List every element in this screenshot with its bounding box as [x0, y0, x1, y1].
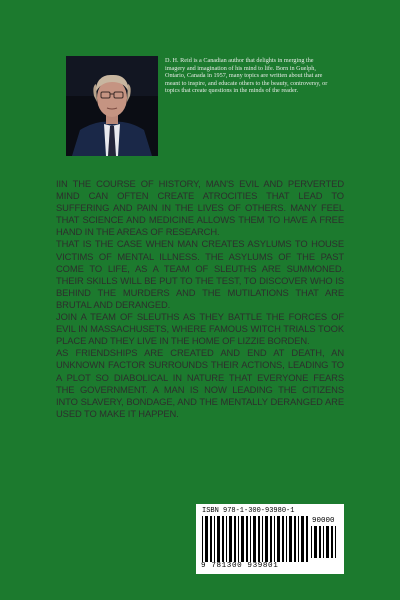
barcode-digits: 9 781300 939801: [201, 562, 279, 570]
barcode-bar: [301, 516, 304, 562]
barcode-bar: [294, 516, 296, 562]
barcode-bar: [277, 516, 280, 562]
barcode-bar: [331, 526, 333, 558]
barcode-bar: [253, 516, 256, 562]
author-portrait-image: [66, 56, 158, 156]
price-code: 90000: [312, 517, 335, 525]
barcode-bar: [234, 516, 236, 562]
barcode-bar: [262, 516, 263, 562]
barcode-bar: [270, 516, 272, 562]
back-cover-blurb: [56, 178, 344, 420]
barcode-bar: [265, 516, 268, 562]
blurb-paragraph: JOIN A TEAM OF SLEUTHS AS THEY BATTLE THE FORCES OF EVIL IN MASSACHUSETS, WHERE FAMOUS WITCH TRIALS TOOK PLACE AND THEY LIVE IN THE HOME OF LIZZIE BORDEN.: [56, 311, 344, 347]
barcode-bar: [286, 516, 287, 562]
barcode-bar: [217, 516, 220, 562]
barcode-bar: [250, 516, 251, 562]
barcode-bar: [311, 526, 312, 558]
price-barcode-bars: [311, 526, 337, 558]
barcode-bar: [274, 516, 275, 562]
barcode-bar: [210, 516, 212, 562]
blurb-paragraph: AS FRIENDSHIPS ARE CREATED AND END AT DEATH, AN UNKNOWN FACTOR SURROUNDS THEIR ACTIONS, LEADING TO A PLOT SO DIABOLICAL IN NATURE THAT EVERYONE FEARS THE GOVERNMENT. A MAN IS NOW LEADING THE CITIZENS INTO SLAVERY, BONDAGE, AND THE MENTALLY DERANGED ARE USED TO MAKE IT HAPPEN.: [56, 347, 344, 419]
barcode-bar: [323, 526, 324, 558]
author-photo: [66, 56, 158, 156]
barcode-bar: [205, 516, 208, 562]
blurb-paragraph: THAT IS THE CASE WHEN MAN CREATES ASYLUMS TO HOUSE VICTIMS OF MENTAL ILLNESS. THE ASYLUMS OF THE PAST COME TO LIFE, AS A TEAM OF SLEUTHS ARE SUMMONED. THEIR SKILLS WILL BE PUT TO THE TEST, TO DISCOVER WHO IS BEHIND THE MURDERS AND THE MUTILATIONS THAT ARE BRUTAL AND DERANGED.: [56, 238, 344, 310]
barcode-bar: [319, 526, 321, 558]
author-bio: D. H. Reid is a Canadian author that delights in merging the imagery and imagination of his mind to life. Born in Guelph, Ontario, Canada in 1957, many topics are written about that are meant to inspire, and educate others to the beauty, controversy, or topics that create questions in the minds of the reader.: [165, 57, 328, 95]
barcode-bar: [246, 516, 248, 562]
barcode-bar: [298, 516, 299, 562]
barcode-bar: [229, 516, 232, 562]
barcode-bar: [335, 526, 336, 558]
barcode-bar: [226, 516, 227, 562]
barcode-bar: [238, 516, 239, 562]
isbn-barcode: [196, 504, 344, 574]
barcode-bar: [282, 516, 284, 562]
barcode-bar: [289, 516, 292, 562]
barcode-bar: [306, 516, 308, 562]
barcode-bar: [214, 516, 215, 562]
barcode-bar: [202, 516, 203, 562]
barcode-bar: [314, 526, 317, 558]
barcode-bar: [222, 516, 224, 562]
barcode-bars: [202, 516, 310, 562]
barcode-bar: [258, 516, 260, 562]
isbn-label: ISBN 978-1-300-93980-1: [202, 507, 295, 515]
blurb-paragraph: IIN THE COURSE OF HISTORY, MAN'S EVIL AND PERVERTED MIND CAN OFTEN CREATE ATROCITIES THAT LEAD TO SUFFERING AND PAIN IN THE LIVES OF OTHERS. MANY FEEL THAT SCIENCE AND MEDICINE ALLOWS THEM TO HAVE A FREE HAND IN THE AREAS OF RESEARCH.: [56, 178, 344, 238]
barcode-bar: [241, 516, 244, 562]
barcode-bar: [326, 526, 329, 558]
